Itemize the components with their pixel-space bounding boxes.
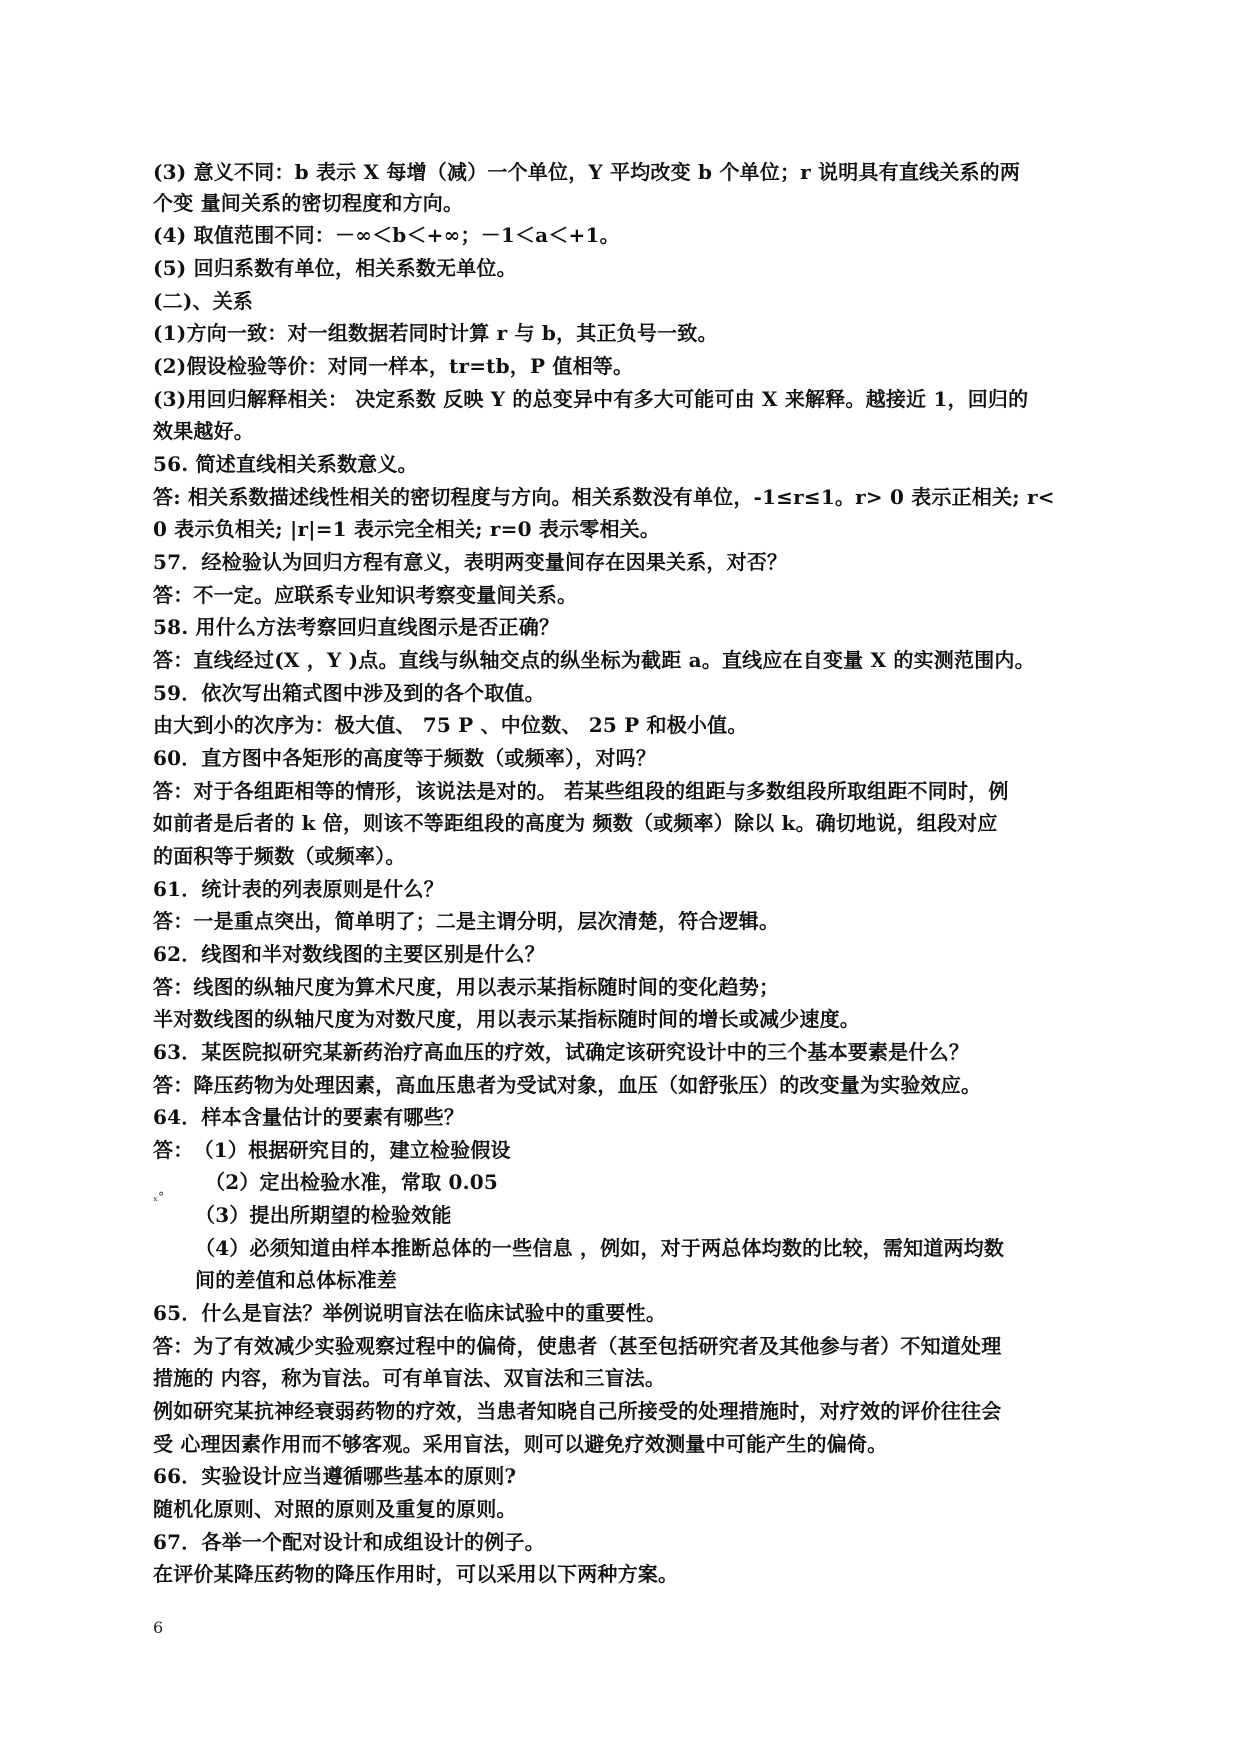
question-65: 65．什么是盲法？举例说明盲法在临床试验中的重要性。 (153, 1301, 667, 1325)
text-line-5: (二)、关系 (153, 289, 254, 313)
text-line-1: (3) 意义不同：b 表示 X 每增（减）一个单位，Y 平均改变 b 个单位；r 说明具有直线关系的两 (153, 160, 1021, 184)
answer-64-item-4-line-2: 间的差值和总体标准差 (195, 1268, 397, 1292)
text-line-2: 个变 量间关系的密切程度和方向。 (153, 191, 464, 215)
answer-67-line-1: 在评价某降压药物的降压作用时，可以采用以下两种方案。 (153, 1562, 679, 1586)
answer-64-item-2: （2）定出检验水准，常取 0.05 (205, 1170, 498, 1194)
question-57: 57．经检验认为回归方程有意义，表明两变量间存在因果关系，对否？ (153, 550, 788, 574)
answer-65-line-3: 例如研究某抗神经衰弱药物的疗效，当患者知晓自己所接受的处理措施时，对疗效的评价往往会 (153, 1399, 1002, 1423)
answer-66: 随机化原则、对照的原则及重复的原则。 (153, 1497, 517, 1521)
text-line-8: (3)用回归解释相关： 决定系数 反映 Y 的总变异中有多大可能可由 X 来解释。越接近 1，回归的 (153, 387, 1029, 411)
question-66: 66．实验设计应当遵循哪些基本的原则? (153, 1464, 517, 1488)
text-line-3: (4) 取值范围不同：－∞＜b＜+∞；－1＜a＜+1。 (153, 223, 620, 247)
page-number: 6 (153, 1618, 164, 1637)
margin-mark: ₓ° (153, 1190, 165, 1204)
answer-61: 答：一是重点突出，简单明了；二是主谓分明，层次清楚，符合逻辑。 (153, 909, 780, 933)
answer-62-line-2: 半对数线图的纵轴尺度为对数尺度，用以表示某指标随时间的增长或减少速度。 (153, 1007, 860, 1031)
answer-65-line-2: 措施的 内容，称为盲法。可有单盲法、双盲法和三盲法。 (153, 1366, 666, 1390)
answer-56-line-2: 0 表示负相关; |r|=1 表示完全相关; r=0 表示零相关。 (153, 517, 661, 541)
question-64: 64．样本含量估计的要素有哪些？ (153, 1105, 465, 1129)
answer-64-item-1: 答： （1）根据研究目的，建立检验假设 (153, 1138, 511, 1162)
answer-59: 由大到小的次序为：极大值、 75 P 、中位数、 25 P 和极小值。 (153, 713, 748, 737)
question-67: 67．各举一个配对设计和成组设计的例子。 (153, 1530, 545, 1554)
text-line-4: (5) 回归系数有单位，相关系数无单位。 (153, 256, 517, 280)
question-60: 60．直方图中各矩形的高度等于频数（或频率），对吗？ (153, 746, 657, 770)
answer-62-line-1: 答：线图的纵轴尺度为算术尺度，用以表示某指标随时间的变化趋势； (153, 975, 780, 999)
answer-65-line-4: 受 心理因素作用而不够客观。采用盲法，则可以避免疗效测量中可能产生的偏倚。 (153, 1432, 888, 1456)
answer-58: 答：直线经过(X ，Y )点。直线与纵轴交点的纵坐标为截距 a。直线应在自变量 X 的实测范围内。 (153, 648, 1035, 672)
answer-60-line-1: 答：对于各组距相等的情形，该说法是对的。 若某些组段的组距与多数组段所取组距不同时，例 (153, 779, 1009, 803)
question-63: 63．某医院拟研究某新药治疗高血压的疗效，试确定该研究设计中的三个基本要素是什么？ (153, 1040, 970, 1064)
answer-57: 答：不一定。应联系专业知识考察变量间关系。 (153, 583, 578, 607)
question-62: 62．线图和半对数线图的主要区别是什么？ (153, 942, 545, 966)
answer-63: 答：降压药物为处理因素，高血压患者为受试对象，血压（如舒张压）的改变量为实验效应。 (153, 1073, 982, 1097)
answer-60-line-2: 如前者是后者的 k 倍，则该不等距组段的高度为 频数（或频率）除以 k。确切地说，组段对应 (153, 811, 998, 835)
answer-64-item-3: （3）提出所期望的检验效能 (195, 1203, 452, 1227)
text-line-9: 效果越好。 (153, 419, 254, 443)
answer-60-line-3: 的面积等于频数（或频率）。 (153, 844, 406, 868)
text-line-7: (2)假设检验等价：对同一样本，tr=tb，P 值相等。 (153, 354, 634, 378)
answer-56-line-1: 答: 相关系数描述线性相关的密切程度与方向。相关系数没有单位，-1≤r≤1。r> 0 表示正相关; r< (153, 485, 1055, 509)
answer-64-item-4-line-1: （4）必须知道由样本推断总体的一些信息 ，例如，对于两总体均数的比较，需知道两均数 (195, 1236, 1005, 1260)
question-61: 61．统计表的列表原则是什么？ (153, 877, 444, 901)
question-58: 58. 用什么方法考察回归直线图示是否正确？ (153, 615, 560, 639)
answer-65-line-1: 答：为了有效减少实验观察过程中的偏倚，使患者（甚至包括研究者及其他参与者）不知道处理 (153, 1334, 1002, 1358)
question-56: 56. 简述直线相关系数意义。 (153, 452, 418, 476)
text-line-6: (1)方向一致：对一组数据若同时计算 r 与 b，其正负号一致。 (153, 321, 718, 345)
question-59: 59．依次写出箱式图中涉及到的各个取值。 (153, 681, 545, 705)
